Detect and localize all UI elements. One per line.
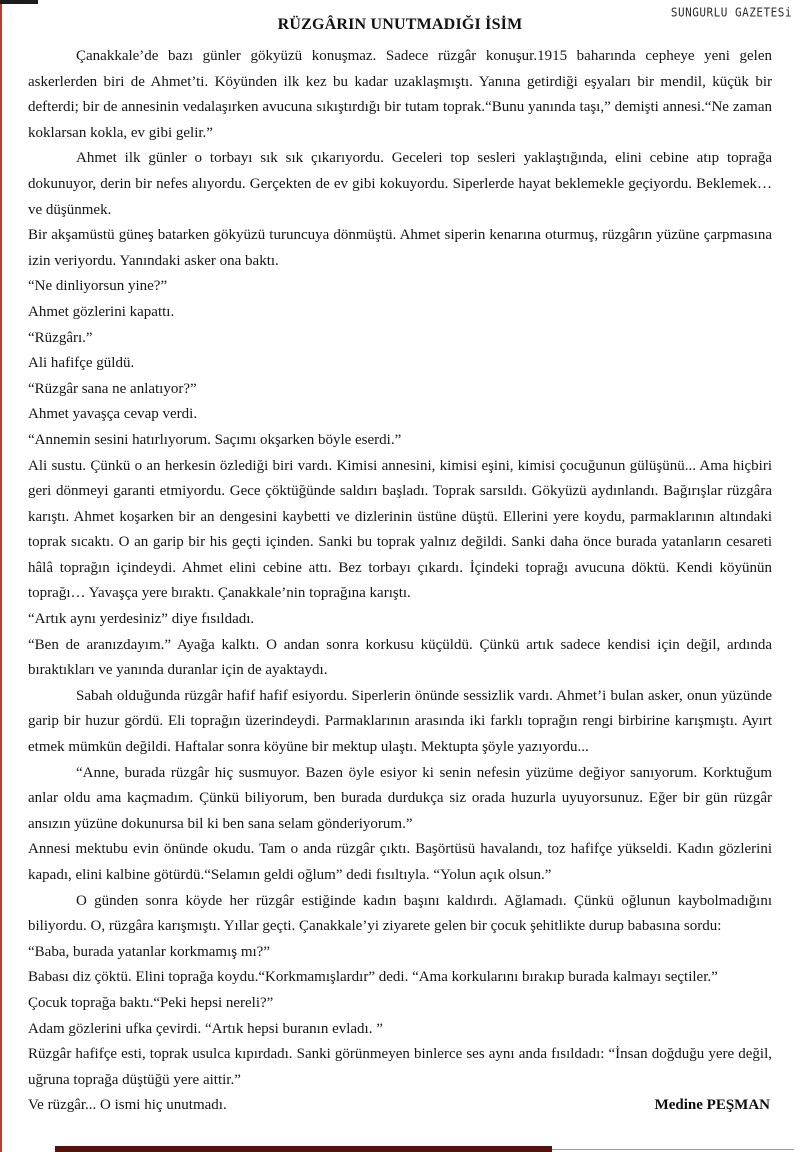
story-paragraph: Ali hafifçe güldü.: [28, 355, 135, 372]
closing-row: [28, 1093, 772, 1119]
story-paragraph: “Anne, burada rüzgâr hiç susmuyor. Bazen öyle esiyor ki senin nefesin yüzüme değiyor sanıyorum. Korktuğum anlar oldu ama kaçmadım. Çünkü biliyorum, ben burada durdukça siz orada huzurla uyuyorsunuz. Eğer bir gün rüzgâr ansızın yüzüne dokunursa bil ki ben sana selam gönderiyorum.”: [28, 764, 772, 832]
newspaper-name: SUNGURLU GAZETESi: [670, 5, 792, 20]
story-paragraph: “Ne dinliyorsun yine?”: [28, 278, 168, 295]
story-paragraph: Çanakkale’de bazı günler gökyüzü konuşmaz. Sadece rüzgâr konuşur.1915 baharında cepheye yeni gelen askerlerden biri de Ahmet’ti. Köyünden ilk kez bu kadar uzaklaşmıştı. Yanına getirdiği eşyaları bir mendil, küçük bir defterdi; bir de annesinin vedalaşırken avucuna sıkıştırdığı bir tutam toprak.“Bunu yanında taşı,” demişti annesi.“Ne zaman koklarsan kokla, ev gibi gelir.”: [28, 48, 772, 141]
story-content: [28, 44, 772, 1119]
bottom-scan-bar: [55, 1146, 552, 1152]
story-body: [28, 44, 772, 1093]
story-paragraph: “Artık aynı yerdesiniz” diye fısıldadı.: [28, 611, 255, 628]
story-paragraph: O günden sonra köyde her rüzgâr estiğinde kadın başını kaldırdı. Ağlamadı. Çünkü oğlunun kaybolmadığını biliyordu. O, rüzgâra karışmıştı. Yıllar geçti. Çanakkale’yi ziyarete gelen bir çocuk şehitlikte durup babasına sordu:: [28, 892, 772, 935]
story-paragraph: “Rüzgâr sana ne anlatıyor?”: [28, 380, 197, 397]
story-paragraph: Ahmet ilk günler o torbayı sık sık çıkarıyordu. Geceleri top sesleri yaklaştığında, elini cebine atıp toprağa dokunuyor, derin bir nefes alıyordu. Gerçekten de ev gibi kokuyordu. Siperlerde hayat beklemekle geçiyordu. Beklemek… ve düşünmek.: [28, 150, 772, 218]
story-paragraph: Adam gözlerini ufka çevirdi. “Artık hepsi buranın evladı. ”: [28, 1020, 383, 1037]
author-name: Medine PEŞMAN: [654, 1097, 770, 1114]
closing-line: Ve rüzgâr... O ismi hiç unutmadı.: [28, 1097, 227, 1114]
story-paragraph: Rüzgâr hafifçe esti, toprak usulca kıpırdadı. Sanki görünmeyen binlerce ses aynı anda fısıldadı: “İnsan doğduğu yere değil, uğruna toprağa düştüğü yere aittir.”: [28, 1046, 772, 1088]
story-paragraph: Ahmet gözlerini kapattı.: [28, 303, 175, 320]
top-left-scan-mark: [0, 0, 38, 4]
story-title: RÜZGÂRIN UNUTMADIĞI İSİM: [277, 16, 523, 33]
story-paragraph: Annesi mektubu evin önünde okudu. Tam o anda rüzgâr çıktı. Başörtüsü havalandı, toz hafifçe yükseldi. Kadın gözlerini kapadı, elini kalbine götürdü.“Selamın geldi oğlum” dedi fısıltıyla. “Yolun açık olsun.”: [28, 841, 772, 883]
story-paragraph: “Ben de aranızdayım.” Ayağa kalktı. O andan sonra korkusu küçüldü. Çünkü artık sadece kendisi için değil, ardında bıraktıkları ve yanında duranlar için de ayaktaydı.: [28, 636, 772, 679]
story-paragraph: “Rüzgârı.”: [28, 329, 93, 346]
left-edge-scan-line: [0, 0, 2, 1152]
story-paragraph: Ali sustu. Çünkü o an herkesin özlediği biri vardı. Kimisi annesini, kimisi eşini, kimisi çocuğunun gülüşünü... Ama hiçbiri geri dönmeyi garanti etmiyordu. Gece çöktüğünde saldırı başladı. Toprak sarsıldı. Gökyüzü aydınlandı. Bağırışlar rüzgâra karıştı. Ahmet koşarken bir an dengesini kaybetti ve dizlerinin üstüne düştü. Ellerini yere koydu, parmaklarının altındaki toprak sıcaktı. O an garip bir his geçti içinden. Sanki bu toprak yalnız değildi. Sanki daha önce burada yatanların cesareti hâlâ toprağın içindeydi. Ahmet elini cebine attı. Bez torbayı çıkardı. İçindeki toprağı avucuna döktü. Kendi köyünün toprağı… Yavaşça yere bıraktı. Çanakkale’nin toprağına karıştı.: [28, 457, 772, 602]
story-paragraph: Babası diz çöktü. Elini toprağa koydu.“Korkmamışlardır” dedi. “Ama korkularını bırakıp burada kalmayı seçtiler.”: [28, 969, 718, 986]
story-paragraph: Sabah olduğunda rüzgâr hafif hafif esiyordu. Siperlerin önünde sessizlik vardı. Ahmet’i bulan asker, onun yüzünde garip bir huzur gördü. Eli toprağın üzerindeydi. Parmaklarının arasında iki farklı toprağın rengi birbirine karışmıştı. Ayırt etmek mümkün değildi. Haftalar sonra köyüne bir mektup ulaştı. Mektupta şöyle yazıyordu...: [28, 687, 772, 756]
story-paragraph: Bir akşamüstü güneş batarken gökyüzü turuncuya dönmüştü. Ahmet siperin kenarına oturmuş, rüzgârın yüzüne çarpmasına izin veriyordu. Yanındaki asker ona baktı.: [28, 227, 772, 269]
story-paragraph: “Baba, burada yatanlar korkmamış mı?”: [28, 943, 270, 960]
story-paragraph: Çocuk toprağa baktı.“Peki hepsi nereli?”: [28, 994, 274, 1011]
story-paragraph: “Annemin sesini hatırlıyorum. Saçımı okşarken böyle eserdi.”: [28, 431, 402, 448]
story-paragraph: Ahmet yavaşça cevap verdi.: [28, 406, 198, 423]
